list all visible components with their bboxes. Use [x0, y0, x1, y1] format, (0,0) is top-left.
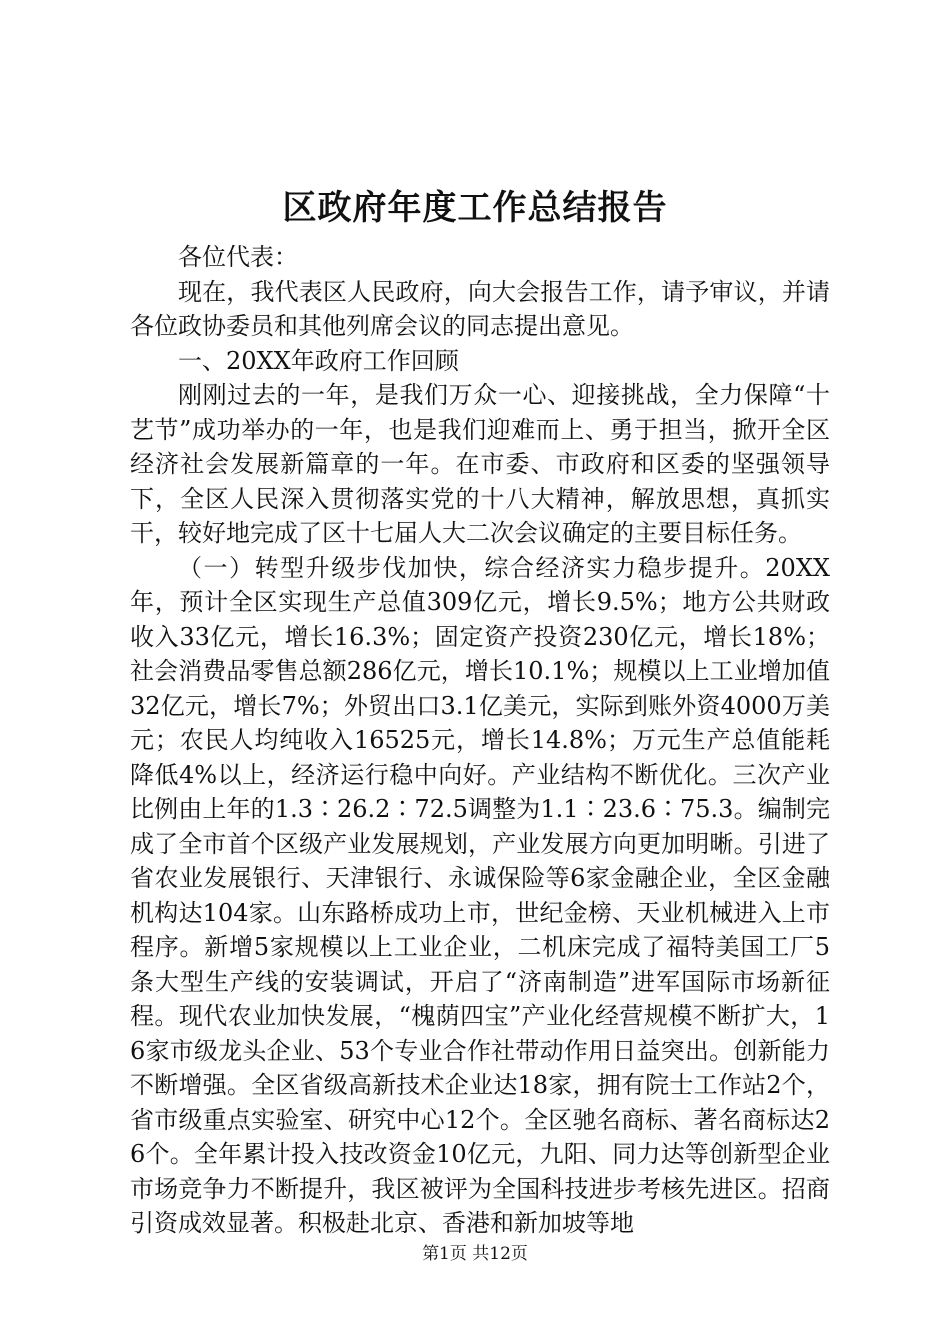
document-body — [130, 240, 830, 1241]
page-number-footer: 第1页 共12页 — [422, 1244, 528, 1264]
document-title: 区政府年度工作总结报告 — [282, 188, 668, 228]
paragraph-intro: 现在，我代表区人民政府，向大会报告工作，请予审议，并请各位政协委员和其他列席会议的同志提出意见。 — [130, 277, 830, 340]
section-heading: 一、20XX年政府工作回顾 — [178, 346, 459, 375]
paragraph-salutation: 各位代表： — [178, 243, 298, 271]
paragraph-review: 刚刚过去的一年，是我们万众一心、迎接挑战，全力保障“十艺节”成功举办的一年，也是我们迎难而上、勇于担当，掀开全区经济社会发展新篇章的一年。在市委、市政府和区委的坚强领导下，全区人民深入贯彻落实党的十八大精神，解放思想，真抓实干，较好地完成了区十七届人大二次会议确定的主要目标任务。 — [130, 381, 830, 547]
paragraph-economy: （一）转型升级步伐加快，综合经济实力稳步提升。20XX年，预计全区实现生产总值309亿元，增长9.5%；地方公共财政收入33亿元，增长16.3%；固定资产投资230亿元，增长18%；社会消费品零售总额286亿元，增长10.1%；规模以上工业增加值32亿元，增长7%；外贸出口3.1亿美元，实际到账外资4000万美元；农民人均纯收入16525元，增长14.8%；万元生产总值能耗降低4%以上，经济运行稳中向好。产业结构不断优化。三次产业比例由上年的1.3∶26.2∶72.5调整为1.1∶23.6∶75.3。编制完成了全市首个区级产业发展规划，产业发展方向更加明晰。引进了省农业发展银行、天津银行、永诚保险等6家金融企业，全区金融机构达104家。山东路桥成功上市，世纪金榜、天业机械进入上市程序。新增5家规模以上工业企业，二机床完成了福特美国工厂5条大型生产线的安装调试，开启了“济南制造”进军国际市场新征程。现代农业加快发展，“槐荫四宝”产业化经营规模不断扩大，16家市级龙头企业、53个专业合作社带动作用日益突出。创新能力不断增强。全区省级高新技术企业达18家，拥有院士工作站2个，省市级重点实验室、研究中心12个。全区驰名商标、著名商标达26个。全年累计投入技改资金10亿元，九阳、同力达等创新型企业市场竞争力不断提升，我区被评为全国科技进步考核先进区。招商引资成效显著。积极赴北京、香港和新加坡等地 — [130, 553, 830, 1237]
